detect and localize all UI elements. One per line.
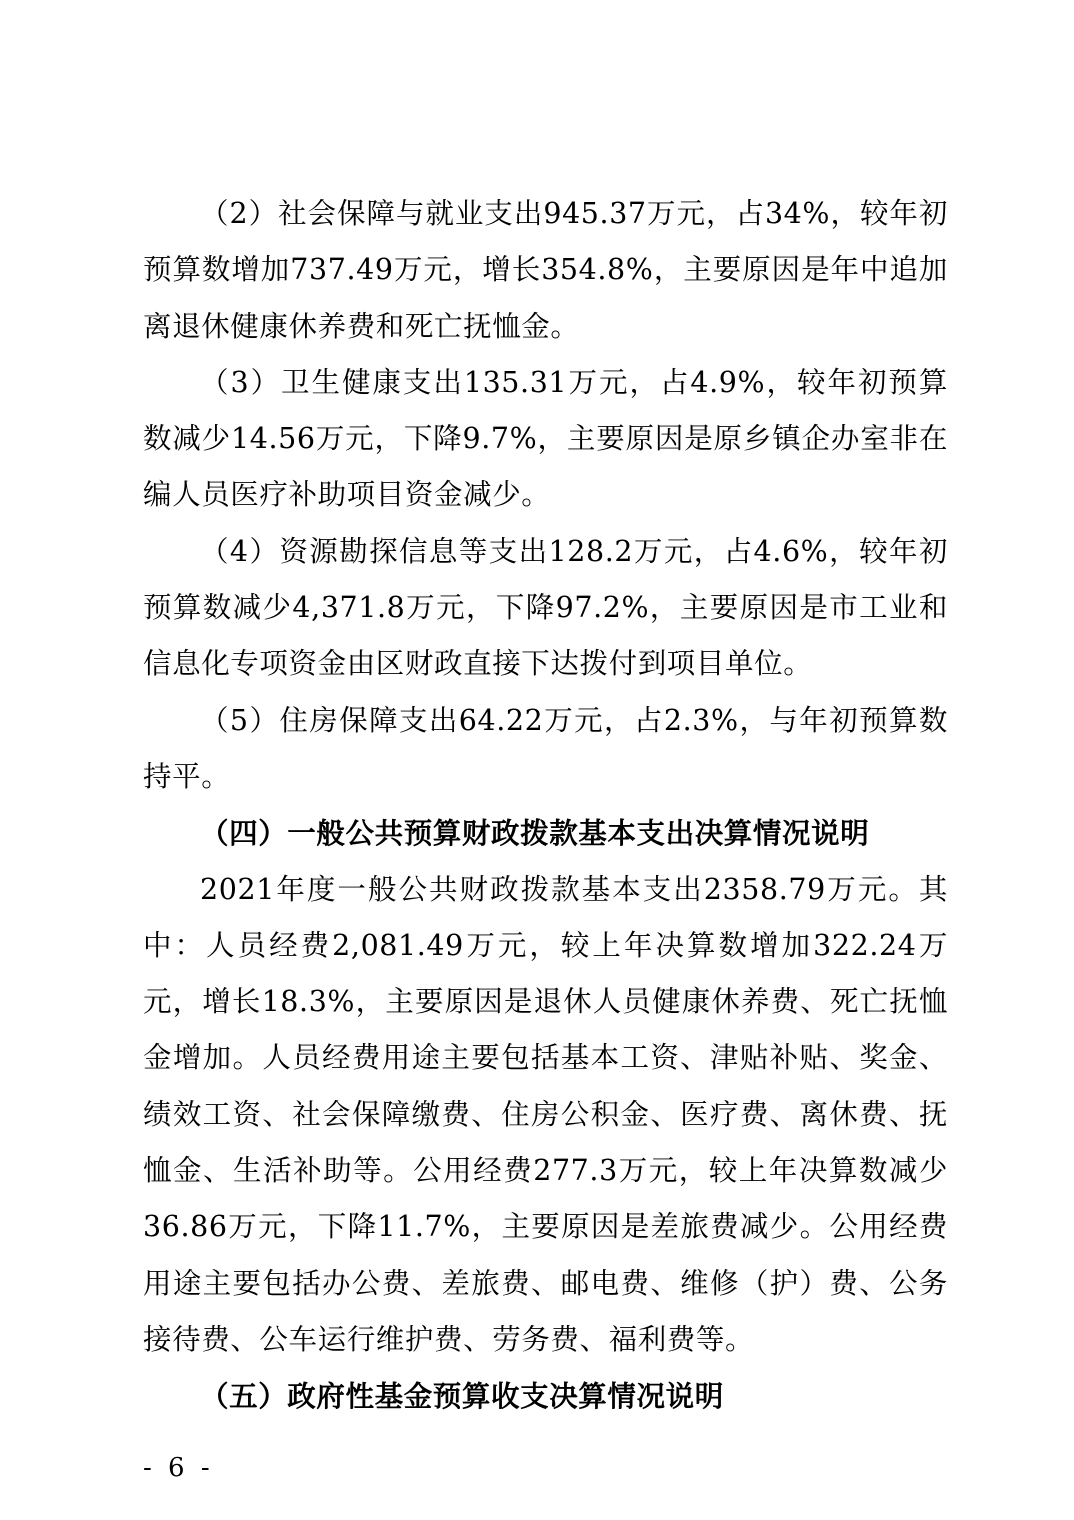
page-number: - 6 -: [143, 1453, 214, 1483]
body-text: [143, 186, 948, 1425]
paragraph-basic-expenditure: 2021年度一般公共财政拨款基本支出2358.79万元。其中：人员经费2,081.49万元，较上年决算数增加322.24万元，增长18.3%，主要原因是退休人员健康休养费、死亡抚恤金增加。人员经费用途主要包括基本工资、津贴补贴、奖金、绩效工资、社会保障缴费、住房公积金、医疗费、离休费、抚恤金、生活补助等。公用经费277.3万元，较上年决算数减少36.86万元，下降11.7%，主要原因是差旅费减少。公用经费用途主要包括办公费、差旅费、邮电费、维修（护）费、公务接待费、公车运行维护费、劳务费、福利费等。: [143, 872, 948, 1356]
paragraph-resource-exploration: （4）资源勘探信息等支出128.2万元，占4.6%，较年初预算数减少4,371.8万元，下降97.2%，主要原因是市工业和信息化专项资金由区财政直接下达拨付到项目单位。: [143, 534, 948, 681]
section-heading-basic-expenditure: （四）一般公共预算财政拨款基本支出决算情况说明: [200, 816, 870, 851]
paragraph-social-security: （2）社会保障与就业支出945.37万元，占34%，较年初预算数增加737.49万元，增长354.8%，主要原因是年中追加离退休健康休养费和死亡抚恤金。: [143, 197, 948, 343]
paragraph-health: （3）卫生健康支出135.31万元，占4.9%，较年初预算数减少14.56万元，下降9.7%，主要原因是原乡镇企办室非在编人员医疗补助项目资金减少。: [143, 365, 948, 512]
paragraph-housing: （5）住房保障支出64.22万元，占2.3%，与年初预算数持平。: [143, 703, 948, 793]
section-heading-government-fund: （五）政府性基金预算收支决算情况说明: [200, 1379, 724, 1414]
